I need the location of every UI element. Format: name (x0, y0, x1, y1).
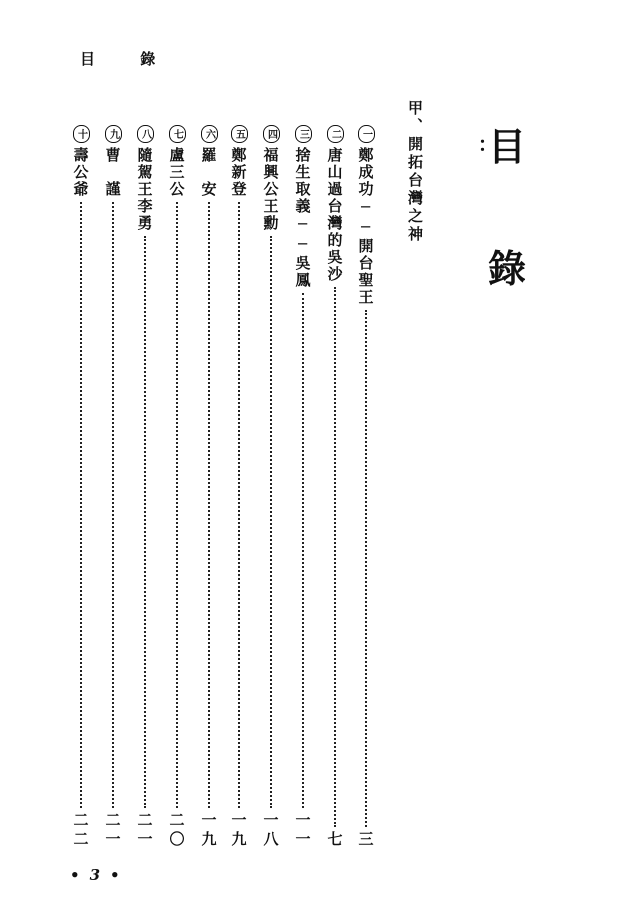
leader-dots (144, 236, 146, 808)
footer-dot-right: • (110, 866, 120, 884)
toc-entry[interactable] (134, 125, 156, 850)
title-char-2: 錄 (488, 246, 527, 291)
toc-entry[interactable] (260, 125, 282, 850)
entry-page: 二〇 (167, 812, 186, 850)
leader-dots (270, 236, 272, 808)
entry-title: 盧三公 (167, 147, 186, 198)
toc-entry[interactable] (70, 125, 92, 850)
entry-page: 二二 (71, 812, 90, 850)
page-number: 3 (89, 866, 101, 884)
entry-number: 六 (201, 125, 218, 143)
toc-entry[interactable] (166, 125, 188, 850)
entry-page: 一九 (199, 812, 218, 850)
entry-page: 一八 (261, 812, 280, 850)
entry-number: 七 (169, 125, 186, 143)
leader-dots (334, 287, 336, 827)
toc-entry[interactable] (355, 125, 377, 850)
entry-page: 七 (325, 831, 344, 850)
page-footer (70, 866, 120, 884)
section-heading: 甲、開拓台灣之神 (406, 100, 424, 244)
entry-title: 壽公爺 (71, 147, 90, 198)
entry-page: 三 (356, 831, 375, 850)
toc-entry[interactable] (198, 125, 220, 850)
entry-number: 五 (231, 125, 248, 143)
entry-title: 隨駕王李勇 (135, 147, 154, 232)
page-title (488, 124, 527, 291)
entry-page: 二一 (103, 812, 122, 850)
entry-title: 福興公王勳 (261, 147, 280, 232)
leader-dots (302, 293, 304, 808)
running-header: 目 錄 (80, 50, 176, 68)
leader-dots (208, 202, 210, 808)
toc-entry[interactable] (228, 125, 250, 850)
entry-number: 四 (263, 125, 280, 143)
footer-dot-left: • (70, 866, 80, 884)
leader-dots (80, 202, 82, 808)
entry-title: 捨生取義──吳鳳 (293, 147, 312, 289)
leader-dots (176, 202, 178, 808)
entry-number: 八 (137, 125, 154, 143)
entry-page: 一九 (229, 812, 248, 850)
entry-number: 三 (295, 125, 312, 143)
entry-page: 一一 (293, 812, 312, 850)
entry-title: 鄭新登 (229, 147, 248, 198)
leader-dots (238, 202, 240, 808)
toc-entry[interactable] (102, 125, 124, 850)
entry-title: 唐山過台灣的吳沙 (325, 147, 344, 283)
entry-number: 一 (358, 125, 375, 143)
entry-number: 二 (327, 125, 344, 143)
leader-dots (365, 310, 367, 827)
toc-entry[interactable] (324, 125, 346, 850)
entry-title: 曹 謹 (103, 147, 122, 198)
entry-number: 十 (73, 125, 90, 143)
title-colon: ： (464, 138, 488, 158)
entry-page: 二一 (135, 812, 154, 850)
entry-number: 九 (105, 125, 122, 143)
leader-dots (112, 202, 114, 808)
title-char-1: 目 (488, 124, 527, 169)
toc-entry[interactable] (292, 125, 314, 850)
entry-title: 鄭成功──開台聖王 (356, 147, 375, 306)
entry-title: 羅 安 (199, 147, 218, 198)
